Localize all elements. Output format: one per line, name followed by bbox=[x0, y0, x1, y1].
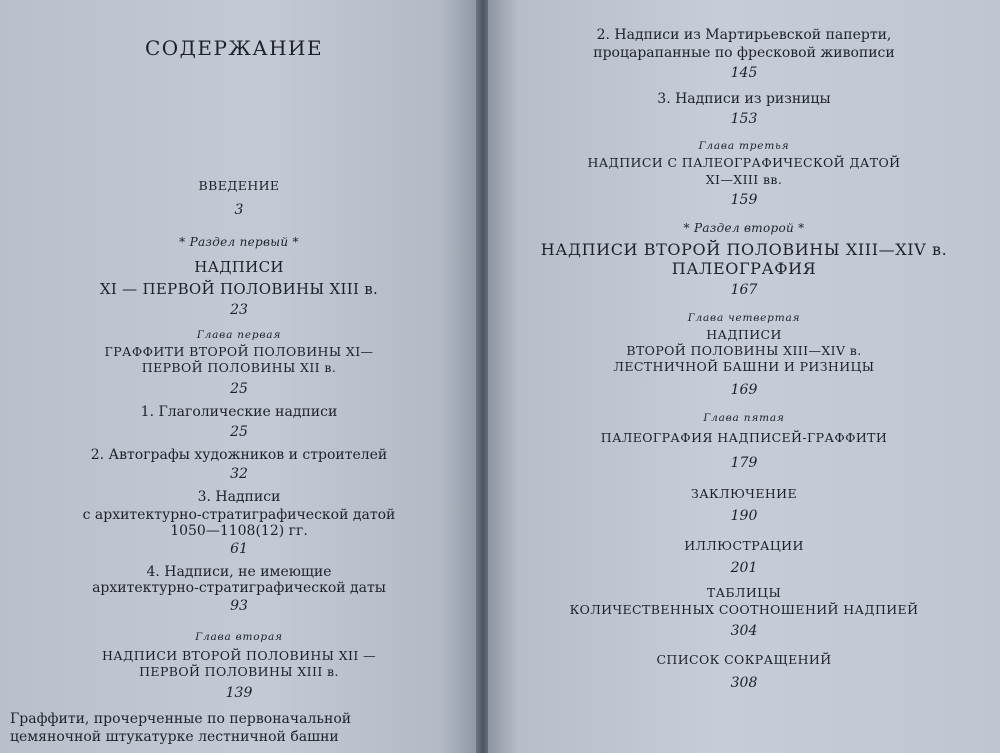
paragraph-title: цемяночной штукатурке лестничной башни bbox=[10, 729, 339, 745]
paragraph-title: архитектурно-стратиграфической даты bbox=[92, 580, 386, 596]
paragraph-title: 2. Надписи из Мартирьевской паперти, bbox=[596, 27, 892, 43]
section-title: НАДПИСИ bbox=[194, 258, 284, 276]
toc-page-number: 61 bbox=[230, 541, 248, 557]
chapter-label: Глава первая bbox=[196, 329, 282, 341]
chapter-title: ЛЕСТНИЧНОЙ БАШНИ И РИЗНИЦЫ bbox=[613, 359, 875, 374]
toc-page-number: 169 bbox=[730, 382, 758, 398]
toc-page-number: 308 bbox=[730, 675, 758, 691]
toc-page-number: 179 bbox=[730, 455, 758, 471]
chapter-title: ПЕРВОЙ ПОЛОВИНЫ XII в. bbox=[141, 360, 337, 375]
toc-page-number: 25 bbox=[230, 381, 248, 397]
chapter-label: Глава пятая bbox=[703, 412, 785, 424]
chapter-title: ПАЛЕОГРАФИЯ НАДПИСЕЙ-ГРАФФИТИ bbox=[600, 430, 888, 445]
toc-title: ВВЕДЕНИЕ bbox=[198, 178, 280, 193]
chapter-title: ГРАФФИТИ ВТОРОЙ ПОЛОВИНЫ XI— bbox=[104, 344, 374, 359]
chapter-title: ПЕРВОЙ ПОЛОВИНЫ XIII в. bbox=[139, 664, 339, 679]
paragraph-title: 3. Надписи из ризницы bbox=[657, 91, 831, 107]
toc-title: КОЛИЧЕСТВЕННЫХ СООТНОШЕНИЙ НАДПИЕЙ bbox=[569, 602, 919, 617]
toc-title: ИЛЛЮСТРАЦИИ bbox=[684, 538, 804, 553]
toc-page-number: 23 bbox=[230, 302, 248, 318]
toc-page-number: 25 bbox=[230, 424, 248, 440]
paragraph-title: 4. Надписи, не имеющие bbox=[146, 564, 332, 580]
toc-page-number: 139 bbox=[225, 685, 253, 701]
toc-title: ЗАКЛЮЧЕНИЕ bbox=[691, 486, 797, 501]
toc-page-number: 304 bbox=[730, 623, 758, 639]
toc-page-number: 3 bbox=[234, 202, 244, 218]
toc-title: СПИСОК СОКРАЩЕНИЙ bbox=[656, 652, 832, 667]
paragraph-title: процарапанные по фресковой живописи bbox=[593, 45, 895, 61]
toc-page-number: 167 bbox=[730, 282, 758, 298]
chapter-label: Глава вторая bbox=[195, 631, 283, 643]
toc-page-number: 93 bbox=[230, 598, 248, 614]
chapter-title: НАДПИСИ С ПАЛЕОГРАФИЧЕСКОЙ ДАТОЙ bbox=[587, 155, 901, 170]
paragraph-title: 2. Автографы художников и строителей bbox=[90, 447, 388, 463]
left-page bbox=[0, 0, 478, 753]
chapter-title: XI—XIII вв. bbox=[705, 172, 783, 187]
chapter-title: ВТОРОЙ ПОЛОВИНЫ XIII—XIV в. bbox=[626, 343, 862, 358]
paragraph-title: 1050—1108(12) гг. bbox=[170, 523, 308, 539]
toc-title: ТАБЛИЦЫ bbox=[706, 585, 782, 600]
paragraph-title: 1. Глаголические надписи bbox=[140, 404, 338, 420]
chapter-title: НАДПИСИ bbox=[706, 327, 782, 342]
toc-page-number: 159 bbox=[730, 192, 758, 208]
paragraph-title: Граффити, прочерченные по первоначальной bbox=[10, 711, 352, 727]
chapter-title: НАДПИСИ ВТОРОЙ ПОЛОВИНЫ XII — bbox=[101, 648, 376, 663]
right-page bbox=[488, 0, 1000, 753]
section-label: * Раздел первый * bbox=[179, 235, 299, 249]
toc-page-number: 145 bbox=[730, 65, 758, 81]
section-title: XI — ПЕРВОЙ ПОЛОВИНЫ XIII в. bbox=[99, 280, 379, 298]
section-label: * Раздел второй * bbox=[683, 221, 805, 235]
chapter-label: Глава четвертая bbox=[687, 312, 801, 324]
paragraph-title: 3. Надписи bbox=[197, 489, 281, 505]
section-title: НАДПИСИ ВТОРОЙ ПОЛОВИНЫ XIII—XIV в. bbox=[540, 240, 948, 259]
chapter-label: Глава третья bbox=[698, 140, 790, 152]
section-title: ПАЛЕОГРАФИЯ bbox=[671, 259, 817, 278]
toc-page-number: 32 bbox=[230, 466, 248, 482]
toc-page-number: 201 bbox=[730, 560, 758, 576]
toc-page-number: 190 bbox=[730, 508, 758, 524]
toc-page-number: 153 bbox=[730, 111, 758, 127]
contents-heading: СОДЕРЖАНИЕ bbox=[144, 36, 324, 60]
paragraph-title: с архитектурно-стратиграфической датой bbox=[82, 507, 396, 523]
